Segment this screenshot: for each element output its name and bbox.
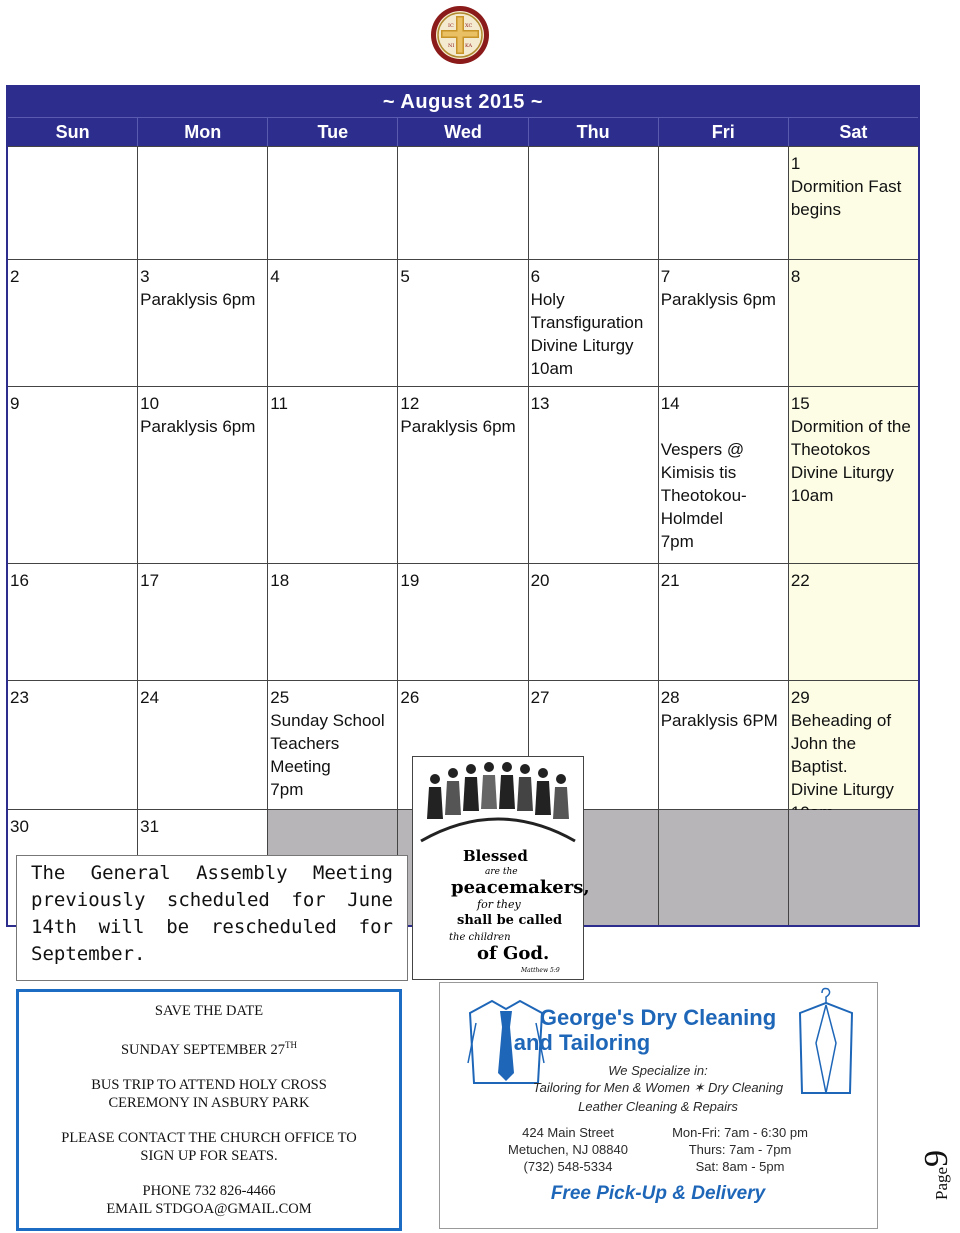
ad-address: 424 Main Street [522, 1125, 614, 1140]
day-event: Beheading of John the Baptist. [790, 711, 892, 776]
day-number: 20 [530, 571, 550, 590]
calendar-day-cell [397, 260, 527, 386]
save-email: EMAIL STDGOA@GMAIL.COM [106, 1200, 312, 1217]
save-heading: SAVE THE DATE [154, 1003, 264, 1019]
save-contact-line1: PLEASE CONTACT THE CHURCH OFFICE TO [61, 1129, 357, 1146]
calendar-day-cell [267, 681, 397, 809]
save-date-suffix: TH [285, 1040, 298, 1050]
save-phone: PHONE 732 826-4466 [142, 1182, 276, 1199]
day-number: 18 [270, 571, 290, 590]
peace-line1: Blessed [463, 847, 528, 865]
day-header-sat: Sat [788, 118, 918, 146]
day-number: 30 [10, 817, 29, 836]
day-header-tue: Tue [267, 118, 397, 146]
calendar-day-cell [397, 387, 527, 563]
save-date-text: SUNDAY SEPTEMBER 27 [120, 1041, 286, 1058]
calendar-empty-cell [658, 147, 788, 259]
day-event: Dormition of the Theotokos [790, 417, 911, 459]
day-number: 13 [530, 394, 550, 413]
calendar-empty-cell [788, 810, 918, 925]
day-number: 23 [10, 688, 29, 707]
day-number: 16 [10, 571, 29, 590]
ad-name-line2: and Tailoring [513, 1030, 651, 1055]
day-header-fri: Fri [658, 118, 788, 146]
peace-line7: of God. [477, 943, 550, 964]
calendar-empty-cell [137, 147, 267, 259]
page-word: Page [932, 1166, 951, 1200]
calendar-day-cell [528, 260, 658, 386]
day-number: 25 [270, 688, 290, 707]
day-event: Divine Liturgy [790, 780, 894, 799]
calendar-day-cell [8, 387, 137, 563]
dry-cleaning-ad [439, 982, 878, 1229]
calendar-empty-cell [8, 147, 137, 259]
day-number: 14 [660, 394, 680, 413]
calendar-day-cell [658, 681, 788, 809]
assembly-notice: The General Assembly Meeting previously scheduled for June 14th will be rescheduled for September. [16, 855, 408, 981]
day-event: Vespers @ Kimisis tis Theotokou-Holmdel [660, 440, 747, 528]
calendar-day-cell [137, 564, 267, 680]
day-number: 5 [400, 267, 410, 286]
calendar-day-cell [267, 387, 397, 563]
calendar-day-cell [528, 387, 658, 563]
calendar-day-cell [788, 260, 918, 386]
church-logo [427, 4, 493, 66]
day-event [661, 415, 786, 438]
day-event: Paraklysis 6pm [660, 290, 776, 309]
ad-hours2: Thurs: 7am - 7pm [688, 1142, 792, 1157]
calendar-day-cell [137, 387, 267, 563]
calendar-day-cell [8, 260, 137, 386]
ad-services1: Tailoring for Men & Women ✶ Dry Cleaning [532, 1080, 784, 1095]
day-number: 4 [270, 267, 280, 286]
peace-line2: are the [485, 867, 518, 877]
peace-line6: the children [449, 932, 511, 943]
ad-tagline: Free Pick-Up & Delivery [550, 1183, 766, 1204]
day-event: Holy Transfiguration [530, 290, 644, 332]
calendar-day-cell [8, 564, 137, 680]
day-event: Paraklysis 6pm [140, 290, 256, 309]
day-number: 1 [790, 154, 801, 173]
save-event-line1: BUS TRIP TO ATTEND HOLY CROSS [91, 1076, 327, 1093]
day-number: 6 [530, 267, 541, 286]
day-number: 15 [790, 394, 810, 413]
day-number: 9 [10, 394, 20, 413]
day-number: 28 [660, 688, 680, 707]
day-number: 11 [270, 394, 288, 413]
calendar-week-row [8, 259, 918, 386]
calendar-day-cell [137, 260, 267, 386]
day-header-mon: Mon [137, 118, 267, 146]
day-number: 26 [400, 688, 420, 707]
day-number: 8 [790, 267, 801, 286]
day-number: 24 [140, 688, 160, 707]
day-number: 19 [400, 571, 420, 590]
peacemakers-image [412, 756, 590, 980]
day-number: 27 [530, 688, 550, 707]
day-event: Paraklysis 6pm [400, 417, 516, 436]
svg-text:NI: NI [448, 43, 455, 49]
calendar-day-cell [528, 564, 658, 680]
day-event: Sunday School Teachers Meeting [270, 711, 385, 776]
day-number: 7 [660, 267, 671, 286]
calendar-day-cell [788, 147, 918, 259]
day-number: 10 [140, 394, 160, 413]
day-event: Dormition Fast begins [790, 177, 902, 219]
svg-text:KA: KA [465, 43, 473, 49]
calendar-title: ~ August 2015 ~ [8, 87, 918, 117]
day-event: Divine Liturgy 10am [790, 463, 894, 505]
day-number: 31 [140, 817, 160, 836]
day-number: 17 [140, 571, 160, 590]
day-number: 12 [400, 394, 420, 413]
ad-name-line1: George's Dry Cleaning [539, 1005, 777, 1030]
svg-text:IC: IC [448, 23, 454, 29]
calendar-empty-cell [528, 147, 658, 259]
ad-hours1: Mon-Fri: 7am - 6:30 pm [672, 1125, 808, 1140]
ad-city: Metuchen, NJ 08840 [508, 1142, 628, 1157]
peace-line4: for they [477, 898, 521, 911]
day-event: 7pm [660, 532, 694, 551]
ad-services2: Leather Cleaning & Repairs [578, 1099, 738, 1114]
calendar-week-row [8, 563, 918, 680]
day-event: Paraklysis 6PM [660, 711, 778, 730]
day-event: Divine Liturgy 10am [530, 336, 634, 378]
people-figures-icon [421, 762, 575, 841]
peace-citation: Matthew 5:9 [521, 967, 560, 974]
day-number: 21 [660, 571, 680, 590]
day-event: Paraklysis 6pm [140, 417, 256, 436]
page-num: 9 [918, 1149, 955, 1167]
save-the-date-box [16, 989, 402, 1231]
suit-hanger-icon [800, 989, 852, 1094]
calendar-day-cell [658, 564, 788, 680]
ad-hours3: Sat: 8am - 5pm [695, 1159, 785, 1174]
save-date [19, 1036, 399, 1059]
page-number [918, 1140, 958, 1200]
calendar-day-cell [658, 260, 788, 386]
calendar-day-cell [788, 681, 918, 809]
day-number: 3 [140, 267, 150, 286]
day-header-wed: Wed [397, 118, 527, 146]
calendar-week-row [8, 386, 918, 563]
peace-line3: peacemakers, [451, 877, 590, 898]
day-number: 2 [10, 267, 20, 286]
save-contact-line2: SIGN UP FOR SEATS. [140, 1147, 278, 1164]
calendar-day-cell [8, 681, 137, 809]
day-event: 7pm [270, 780, 304, 799]
ad-specialize: We Specialize in: [608, 1063, 708, 1078]
ad-phone: (732) 548-5334 [523, 1159, 613, 1174]
day-header-row [8, 117, 918, 146]
calendar-day-cell [137, 681, 267, 809]
calendar-day-cell [658, 387, 788, 563]
save-event-line2: CEREMONY IN ASBURY PARK [108, 1094, 310, 1111]
calendar-day-cell [788, 564, 918, 680]
calendar-day-cell [267, 260, 397, 386]
calendar-empty-cell [267, 147, 397, 259]
peace-line5: shall be called [457, 913, 563, 928]
calendar-empty-cell [397, 147, 527, 259]
day-number: 29 [790, 688, 810, 707]
day-number: 22 [790, 571, 810, 590]
day-header-thu: Thu [528, 118, 658, 146]
calendar-day-cell [397, 564, 527, 680]
calendar-week-row [8, 146, 918, 259]
day-header-sun: Sun [55, 122, 90, 142]
calendar-day-cell [788, 387, 918, 563]
calendar-empty-cell [658, 810, 788, 925]
calendar-day-cell [267, 564, 397, 680]
svg-text:XC: XC [465, 23, 473, 29]
